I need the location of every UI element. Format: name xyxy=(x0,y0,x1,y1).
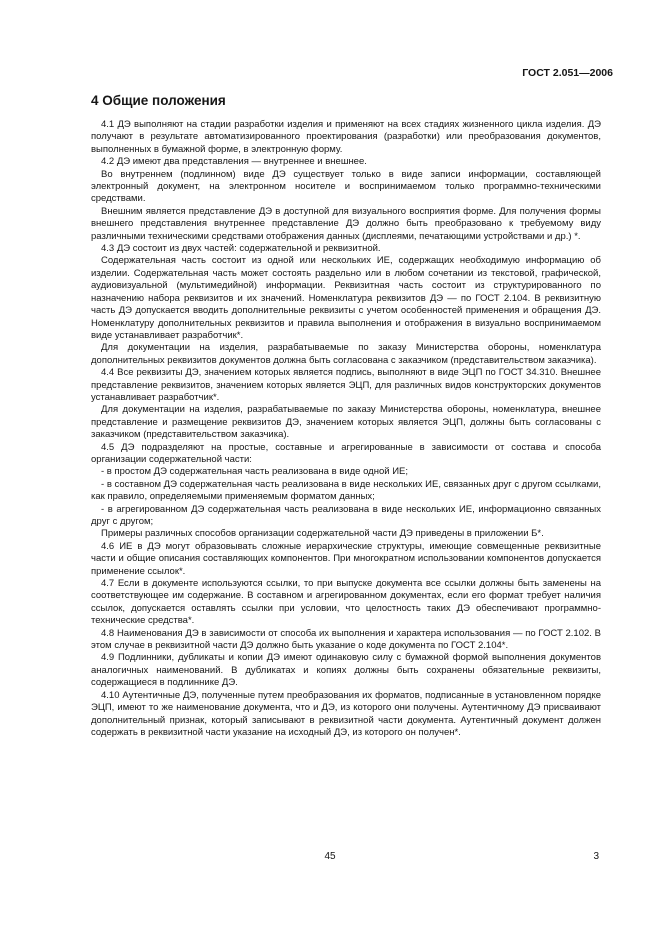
page-number: 45 xyxy=(324,851,336,862)
paragraph-4-5: 4.5 ДЭ подразделяют на простые, составные и агрегированные в зависимости от состава и способа организации содержательной части: xyxy=(91,441,601,465)
paragraph: Для документации на изделия, разрабатываемые по заказу Министерства обороны, номенклатура, внешнее представление и размещение реквизитов ДЭ, значением которых является ЭЦП, должны быть согласованы с заказчиком (представительством заказчика). xyxy=(91,404,601,441)
section-title: 4 Общие положения xyxy=(91,93,226,108)
standard-code: ГОСТ 2.051—2006 xyxy=(522,67,613,79)
paragraph: Содержательная часть состоит из одной или нескольких ИЕ, содержащих необходимую информацию об изделии. Содержательная часть может состоять раздельно или в любом сочетании из текстовой, графической, аудиовизуальной (мультимедийной) информации. Реквизитная часть состоит из структурированного по назначению набора реквизитов и их значений. Номенклатура реквизитов ДЭ — по ГОСТ 2.104. В реквизитную часть ДЭ допускается вводить дополнительные реквизиты с учетом особенностей применения и обращения ДЭ. Номенклатуру дополнительных реквизитов и правила выполнения и отображения в визуально воспринимаемом виде устанавливает разработчик*. xyxy=(91,255,601,341)
paragraph-4-9: 4.9 Подлинники, дубликаты и копии ДЭ имеют одинаковую силу с бумажной формой выполнения документов аналогичных наименований. В дубликатах и копиях должны быть сохранены обязательные реквизиты, содержащиеся в подлиннике ДЭ. xyxy=(91,652,601,689)
paragraph-4-1: 4.1 ДЭ выполняют на стадии разработки изделия и применяют на всех стадиях жизненного цикла изделия. ДЭ получают в результате автоматизированного проектирования (разработки) или преобразования документов, выполненных в бумажной форме, в электронную форму. xyxy=(91,119,601,155)
list-item: - в составном ДЭ содержательная часть реализована в виде нескольких ИЕ, связанных друг с другом ссылками, как правило, определяемыми применяемым форматом данных; xyxy=(91,478,601,503)
paragraph-4-7: 4.7 Если в документе используются ссылки, то при выпуске документа все ссылки должны быть заменены на соответствующее им содержание. В составном и агрегированном документах, если его формат требует наличия ссылок, допускается оставлять ссылки при условии, что целостность таких ДЭ обеспечивают программно-технические средства*. xyxy=(91,578,601,627)
paragraph-4-6: 4.6 ИЕ в ДЭ могут образовывать сложные иерархические структуры, имеющие совмещенные реквизитные части и общие описания составляющих компонентов. При многократном использовании компонентов допускается применение ссылок*. xyxy=(91,540,601,577)
paragraph: Примеры различных способов организации содержательной части ДЭ приведены в приложении Б*. xyxy=(101,528,544,540)
list-item: - в простом ДЭ содержательная часть реализована в виде одной ИЕ; xyxy=(101,466,408,478)
section-body xyxy=(91,119,601,739)
paragraph-4-10: 4.10 Аутентичные ДЭ, полученные путем преобразования их форматов, подписанные в установленном порядке ЭЦП, имеют то же наименование документа, что и ДЭ, из которого они получены. Аутентичному ДЭ присваивают дополнительный признак, который записывают в реквизитной части документа. Аутентичный документ должен содержать в реквизитной части указание на исходный ДЭ, из которого он получен*. xyxy=(91,689,601,738)
list-item: - в агрегированном ДЭ содержательная часть реализована в виде нескольких ИЕ, информационно связанных друг с другом; xyxy=(91,503,601,527)
sheet-number: 3 xyxy=(593,851,599,862)
paragraph-4-2: 4.2 ДЭ имеют два представления — внутреннее и внешнее. xyxy=(101,156,367,168)
paragraph-4-4: 4.4 Все реквизиты ДЭ, значением которых является подпись, выполняют в виде ЭЦП по ГОСТ 34.310. Внешнее представление реквизитов, значением которых является ЭЦП, для различных видов конструкторских документов устанавливает разработчик*. xyxy=(91,367,601,403)
paragraph: Для документации на изделия, разрабатываемые по заказу Министерства обороны, номенклатура дополнительных реквизитов документов должна быть согласована с заказчиком (представительством заказчика). xyxy=(91,342,601,366)
paragraph: Внешним является представление ДЭ в доступной для визуального восприятия форме. Для получения формы внешнего представления внутреннее представление ДЭ должно быть преобразовано к требуемому виду различными техническими средствами отображения данных (дисплеями, печатающими устройствами и др.) *. xyxy=(91,205,601,242)
paragraph-4-8: 4.8 Наименования ДЭ в зависимости от способа их выполнения и характера использования — по ГОСТ 2.102. В этом случае в реквизитной части ДЭ должно быть указание о коде документа по ГОСТ 2.104*. xyxy=(91,627,601,652)
paragraph-4-3: 4.3 ДЭ состоит из двух частей: содержательной и реквизитной. xyxy=(101,243,381,255)
paragraph: Во внутреннем (подлинном) виде ДЭ существует только в виде записи информации, составляющей электронный документ, на электронном носителе и воспринимаемом только программно-техническими средствами. xyxy=(91,168,601,205)
